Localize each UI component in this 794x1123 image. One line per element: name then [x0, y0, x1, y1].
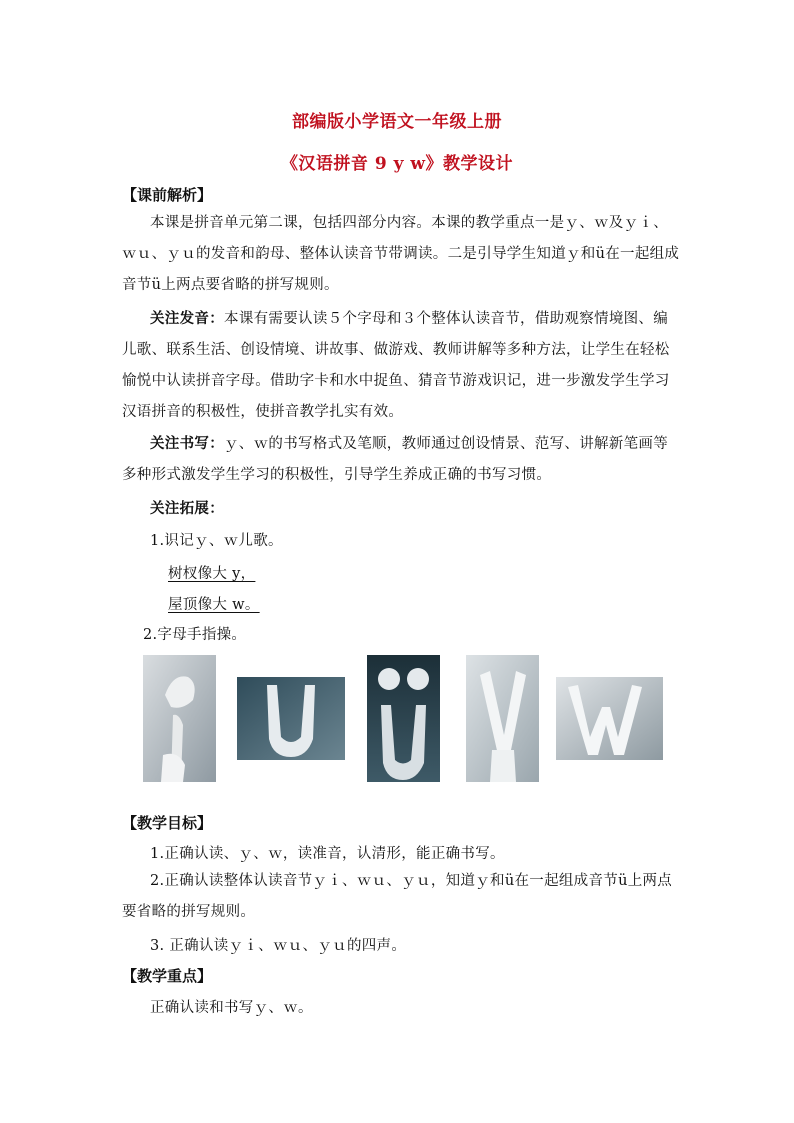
rhyme-line-y: 树杈像大 y， — [168, 566, 256, 582]
section-heading-pre-analysis: 【课前解析】 — [122, 186, 213, 204]
paragraph-pronunciation: 关注发音：本课有需要认读５个字母和３个整体认读音节，借助观察情境图、编儿歌、联系生活、创设情境、讲故事、做游戏、教师讲解等多种方法，让学生在轻松愉悦中认读拼音字母。借助字卡和水中捉鱼、猜音节游戏识记，进一步激发学生学习汉语拼音的积极性，使拼音教学扎实有效。 — [122, 310, 670, 420]
section-heading-goals: 【教学目标】 — [122, 814, 213, 832]
goal-2: 2.正确认读整体认读音节ｙｉ、ｗｕ、ｙｕ，知道ｙ和ü在一起组成音节ü上两点要省略的拼写规则。 — [122, 873, 673, 920]
rhyme-line-w: 屋顶像大 w。 — [168, 597, 260, 613]
document-subtitle: 《汉语拼音 9 y w》教学设计 — [280, 154, 514, 174]
hand-letter-v-photo — [466, 655, 539, 782]
hand-letter-w-photo — [556, 677, 663, 760]
goal-1: 1.正确认读、ｙ、ｗ，读准音，认清形，能正确书写。 — [150, 846, 505, 862]
goal-3: 3. 正确认读ｙｉ、ｗｕ、ｙｕ的四声。 — [150, 938, 407, 954]
label-writing: 关注书写： — [150, 435, 224, 452]
text-pronunciation: 本课有需要认读５个字母和３个整体认读音节，借助观察情境图、编儿歌、联系生活、创设情境、讲故事、做游戏、教师讲解等多种方法，让学生在轻松愉悦中认读拼音字母。借助字卡和水中捉鱼、猜音节游戏识记，进一步激发学生学习汉语拼音的积极性，使拼音教学扎实有效。 — [122, 311, 670, 420]
text-writing: ｙ、ｗ的书写格式及笔顺，教师通过创设情景、范写、讲解新笔画等多种形式激发学生学习的积极性，引导学生养成正确的书写习惯。 — [122, 436, 668, 483]
hand-letter-u-photo — [237, 677, 345, 760]
section-heading-key-points: 【教学重点】 — [122, 967, 213, 985]
hand-letter-ü-photo — [367, 655, 440, 782]
document-title: 部编版小学语文一年级上册 — [292, 112, 502, 132]
paragraph-writing — [122, 428, 682, 491]
list-item-finger-exercise: 2.字母手指操。 — [143, 627, 247, 643]
label-extension: 关注拓展： — [150, 500, 224, 517]
hand-letter-i-photo — [143, 655, 216, 782]
key-point-1: 正确认读和书写ｙ、ｗ。 — [150, 1000, 313, 1016]
list-item-rhyme: 1.识记ｙ、ｗ儿歌。 — [150, 533, 283, 549]
paragraph-intro: 本课是拼音单元第二课，包括四部分内容。本课的教学重点一是ｙ、ｗ及ｙｉ、ｗｕ、ｙｕ的发音和韵母、整体认读音节带调读。二是引导学生知道ｙ和ü在一起组成音节ü上两点要省略的拼写规则。 — [122, 215, 680, 293]
label-pronunciation: 关注发音 — [150, 310, 210, 327]
